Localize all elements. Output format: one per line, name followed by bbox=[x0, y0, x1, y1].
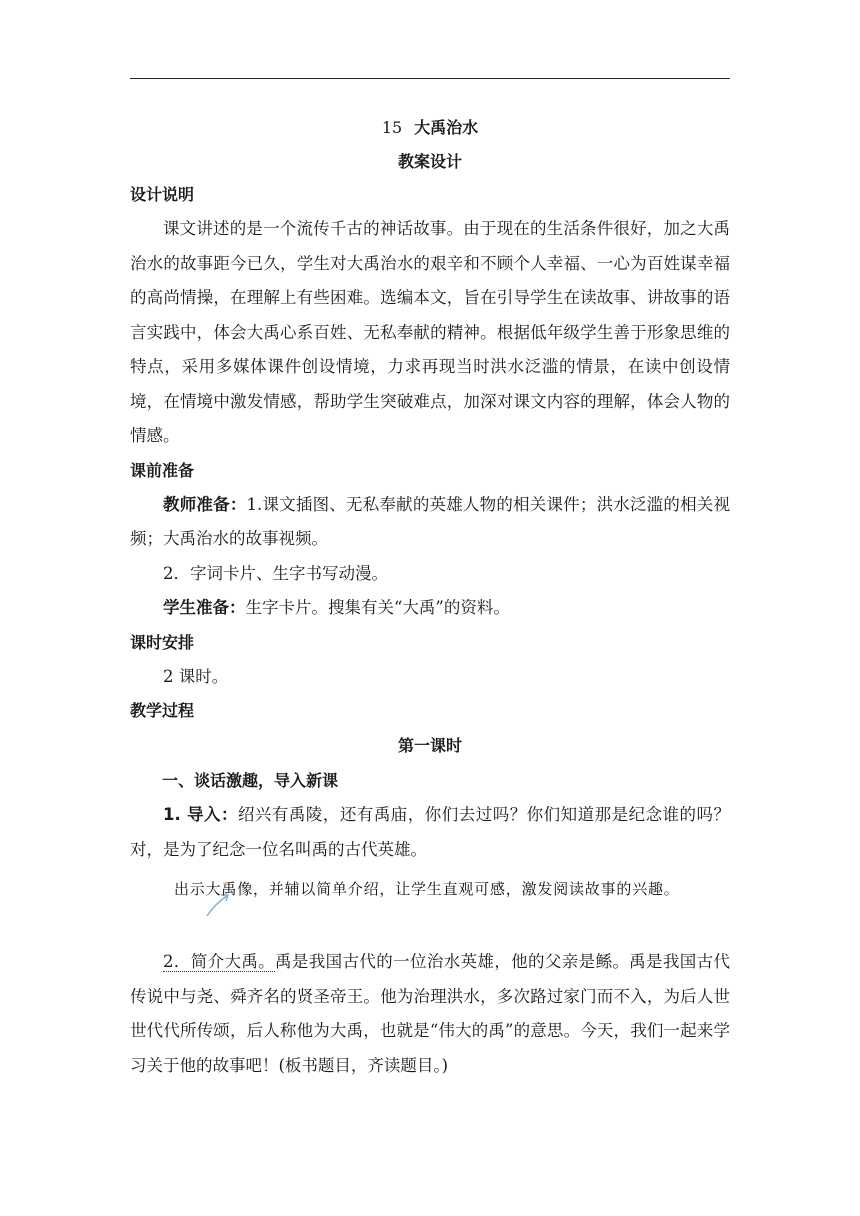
schedule-heading: 课时安排 bbox=[130, 632, 195, 652]
student-prep-paragraph bbox=[130, 591, 730, 626]
teacher-prep-item2: 2．字词卡片、生字书写动漫。 bbox=[163, 563, 388, 583]
lesson-title-text: 大禹治水 bbox=[414, 118, 479, 137]
teacher-prep-paragraph bbox=[130, 488, 730, 557]
step2-note: (板书题目，齐读题目。) bbox=[278, 1055, 449, 1075]
handwritten-note: 出示大禹像，并辅以简单介绍，让学生直观可感，激发阅读故事的兴趣。 bbox=[174, 880, 680, 898]
lesson-subtitle: 教案设计 bbox=[397, 152, 462, 171]
lesson-number: 15 bbox=[381, 118, 403, 137]
part1-heading: 一、谈话激趣，导入新课 bbox=[162, 771, 339, 790]
header-rule bbox=[130, 78, 730, 79]
teacher-prep-label: 教师准备： bbox=[163, 494, 247, 514]
design-paragraph: 课文讲述的是一个流传千古的神话故事。由于现在的生活条件很好，加之大禹治水的故事距今已久，学生对大禹治水的艰辛和不顾个人幸福、一心为百姓谋幸福的高尚情操，在理解上有些困难。选编本文，旨在引导学生在读故事、讲故事的语言实践中，体会大禹心系百姓、无私奉献的精神。根据低年级学生善于形象思维的特点，采用多媒体课件创设情境，力求再现当时洪水泛滥的情景，在读中创设情境，在情境中激发情感，帮助学生突破难点，加深对课文内容的理解，体会人物的情感。 bbox=[130, 219, 730, 445]
lesson-title bbox=[130, 116, 730, 147]
process-heading: 教学过程 bbox=[130, 701, 195, 720]
lesson1-heading: 第一课时 bbox=[397, 736, 462, 755]
student-prep-label: 学生准备： bbox=[163, 598, 246, 617]
step2-text: 禹是我国古代的一位治水英雄，他的父亲是鲧。禹是我国古代传说中与尧、舜齐名的贤圣帝王。他为治理洪水，多次路过家门而不入，为后人世世代代所传颂，后人称他为大禹，也就是“伟大的禹”的意思。今天，我们一起来学习关于他的故事吧！ bbox=[130, 952, 731, 1075]
document-page bbox=[130, 116, 730, 1083]
student-prep-text: 生字卡片。搜集有关“大禹”的资料。 bbox=[245, 598, 510, 617]
schedule-text: 2 课时。 bbox=[163, 666, 229, 686]
design-heading: 设计说明 bbox=[130, 185, 195, 204]
step1-label: 1. 导入： bbox=[163, 805, 238, 824]
step2-label: 2．简介大禹。 bbox=[163, 952, 276, 971]
prep-heading: 课前准备 bbox=[130, 460, 195, 480]
note-spacer bbox=[130, 903, 730, 945]
step1-paragraph bbox=[130, 798, 730, 867]
step2-paragraph bbox=[130, 945, 730, 1083]
step1-text: 绍兴有禹陵，还有禹庙，你们去过吗？你们知道那是纪念谁的吗？对，是为了纪念一位名叫禹的古代英雄。 bbox=[130, 805, 730, 859]
teacher-prep-item1: 1.课文插图、无私奉献的英雄人物的相关课件；洪水泛滥的相关视频；大禹治水的故事视频。 bbox=[130, 494, 731, 548]
